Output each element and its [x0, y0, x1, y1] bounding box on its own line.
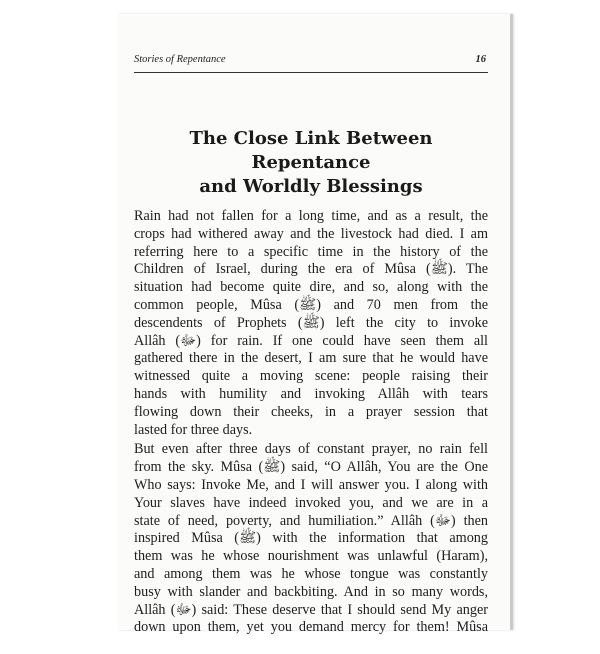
body-text — [134, 208, 488, 637]
book-title: Stories of Repentance — [134, 54, 226, 65]
text-line: them was he whose nourishment was unlawful (Haram), — [134, 548, 488, 565]
text-line: crops had withered away and the livestock had died. I am — [134, 225, 488, 242]
book-page — [118, 14, 513, 636]
text-line: referring here to a specific time in the history of the — [134, 243, 488, 260]
text-line: gathered there in the desert, I am sure that he would have — [134, 350, 488, 367]
text-line: common people, Mûsa (ﷺ) and 70 men from the — [134, 296, 489, 313]
text-line: flowing down their cheeks, in a prayer session that — [134, 403, 488, 420]
text-line: hands with humility and invoking Allâh with tears — [134, 385, 488, 402]
text-line: Children of Israel, during the era of Mûsa (ﷺ). The — [134, 261, 488, 278]
text-line: inspired Mûsa (ﷺ) with the information that among — [134, 530, 488, 547]
text-line: situation had become quite dire, and so, along with the — [134, 279, 488, 296]
paragraph-2 — [134, 441, 488, 637]
header-rule — [134, 72, 488, 73]
text-line: state of need, poverty, and humiliation.” Allâh (ﷻ) then — [134, 512, 488, 529]
paragraph-1 — [134, 208, 488, 439]
text-line: down upon them, yet you demand mercy for them! Mûsa — [134, 619, 488, 636]
page-number: 16 — [475, 54, 486, 65]
text-line: busy with slander and backbiting. And in so many words, — [134, 583, 488, 600]
text-line: But even after three days of constant prayer, no rain fell — [134, 441, 488, 458]
chapter-title-line-1: The Close Link Between Repentance — [189, 128, 433, 173]
text-line: Allâh (ﷻ) for rain. If one could have seen them all — [134, 332, 488, 349]
text-line: witnessed quite a moving scene: people raising their — [134, 368, 488, 385]
text-line: from the sky. Mûsa (ﷺ) said, “O Allâh, You are the One — [134, 459, 488, 476]
text-line: Rain had not fallen for a long time, and as a result, the — [134, 208, 488, 224]
chapter-title-line-2: and Worldly Blessings — [199, 176, 423, 197]
text-line: Your slaves have indeed invoked you, and we are in a — [134, 494, 488, 511]
chapter-title — [134, 127, 488, 199]
text-line: Who says: Invoke Me, and I will answer you. I along with — [134, 476, 488, 493]
text-line: and among them was he whose tongue was constantly — [134, 565, 488, 582]
text-line: Allâh (ﷻ) said: These deserve that I should send My anger — [134, 601, 488, 618]
text-line: descendents of Prophets (ﷺ) left the city to invoke — [134, 314, 489, 331]
text-line: lasted for three days. — [134, 421, 253, 438]
